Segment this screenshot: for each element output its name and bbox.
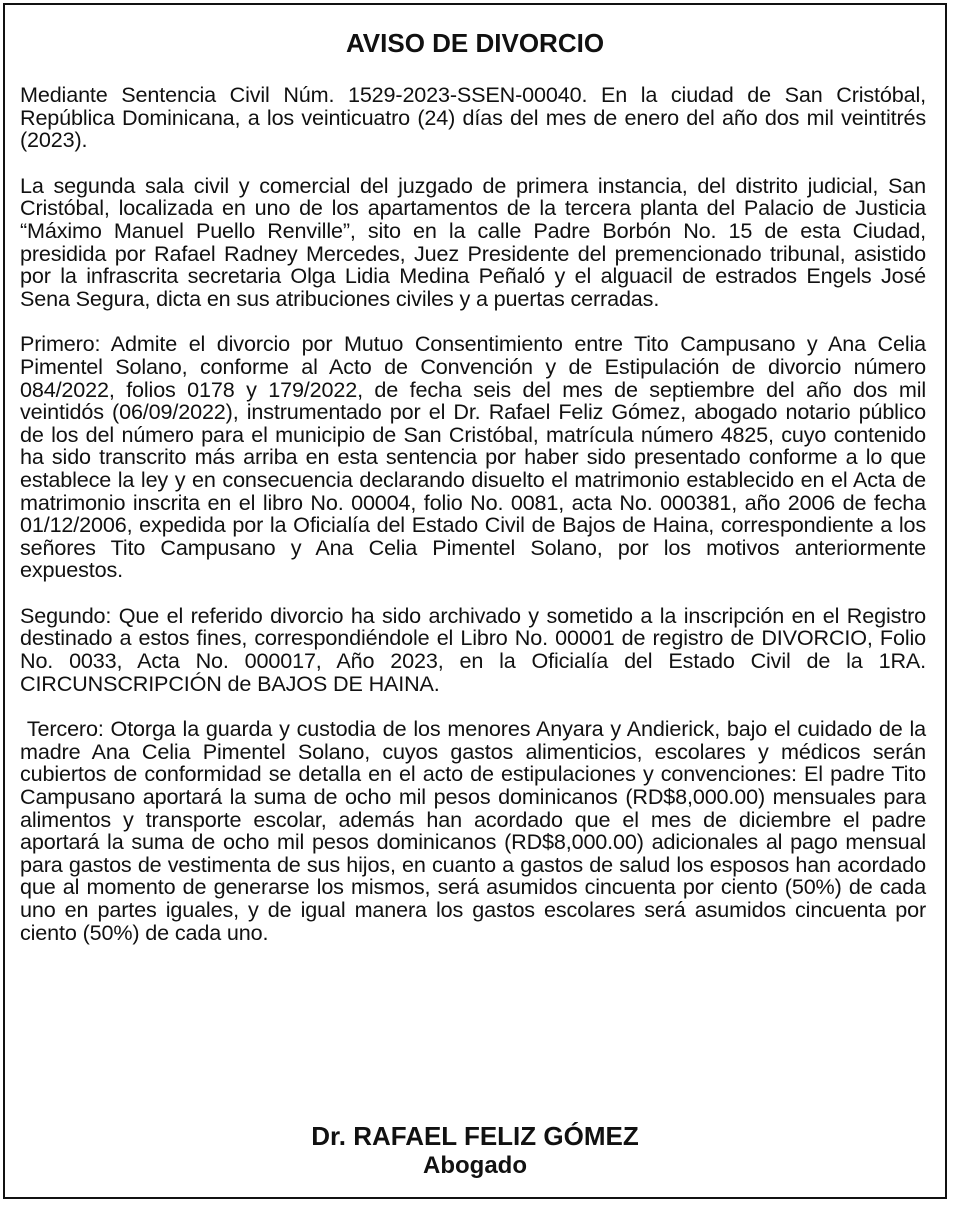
paragraph-tercero: Tercero: Otorga la guarda y custodia de los menores Anyara y Andierick, bajo el cuidado de la madre Ana Celia Pimentel Solano, cuyos gastos alimenticios, escolares y médicos serán cubiertos de conformidad se detalla en el acto de estipulaciones y convenciones: El padre Tito Campusano aportará la suma de ocho mil pesos dominicanos (RD$8,000.00) mensuales para alimentos y transporte escolar, además han acordado que el mes de diciembre el padre aportará la suma de ocho mil pesos dominicanos (RD$8,000.00) adicionales al pago mensual para gastos de vestimenta de sus hijos, en cuanto a gastos de salud los esposos han acordado que al momento de generarse los mismos, será asumidos cincuenta por ciento (50%) de cada uno en partes iguales, y de igual manera los gastos escolares será asumidos cincuenta por ciento (50%) de cada uno. xyxy=(20,716,932,945)
signature-name: Dr. RAFAEL FELIZ GÓMEZ xyxy=(311,1121,639,1151)
paragraph-tribunal: La segunda sala civil y comercial del juzgado de primera instancia, del distrito judicial, San Cristóbal, localizada en uno de los apartamentos de la tercera planta del Palacio de Justicia “Máximo Manuel Puello Renville”, sito en la calle Padre Borbón No. 15 de esta Ciudad, presidida por Rafael Radney Mercedes, Juez Presidente del premencionado tribunal, asistido por la infrascrita secretaria Olga Lidia Medina Peñaló y el alguacil de estrados Engels José Sena Segura, dicta en sus atribuciones civiles y a puertas cerradas. xyxy=(20,172,926,311)
notice-title: AVISO DE DIVORCIO xyxy=(345,28,605,58)
signature-role: Abogado xyxy=(423,1152,527,1179)
notice-body xyxy=(20,82,932,967)
paragraph-primero: Primero: Admite el divorcio por Mutuo Consentimiento entre Tito Campusano y Ana Celia Pimentel Solano, conforme al Acto de Convención y de Estipulación de divorcio número 084/2022, folios 0178 y 179/2022, de fecha seis del mes de septiembre del año dos mil veintidós (06/09/2022), instrumentado por el Dr. Rafael Feliz Gómez, abogado notario público de los del número para el municipio de San Cristóbal, matrícula número 4825, cuyo contenido ha sido transcrito más arriba en esta sentencia por haber sido presentado conforme a lo que establece la ley y en consecuencia declarando disuelto el matrimonio establecido en el Acta de matrimonio inscrita en el libro No. 00004, folio No. 0081, acta No. 000381, año 2006 de fecha 01/12/2006, expedida por la Oficialía del Estado Civil de Bajos de Haina, correspondiente a los señores Tito Campusano y Ana Celia Pimentel Solano, por los motivos anteriormente expuestos. xyxy=(20,331,926,583)
paragraph-segundo: Segundo: Que el referido divorcio ha sido archivado y sometido a la inscripción en el Registro destinado a estos fines, correspondiéndole el Libro No. 00001 de registro de DIVORCIO, Folio No. 0033, Acta No. 000017, Año 2023, en la Oficialía del Estado Civil de la 1RA. CIRCUNSCRIPCIÓN de BAJOS DE HAINA. xyxy=(20,602,926,696)
paragraph-sentencia: Mediante Sentencia Civil Núm. 1529-2023-SSEN-00040. En la ciudad de San Cristóbal, República Dominicana, a los veinticuatro (24) días del mes de enero del año dos mil veintitrés (2023). xyxy=(20,82,926,153)
